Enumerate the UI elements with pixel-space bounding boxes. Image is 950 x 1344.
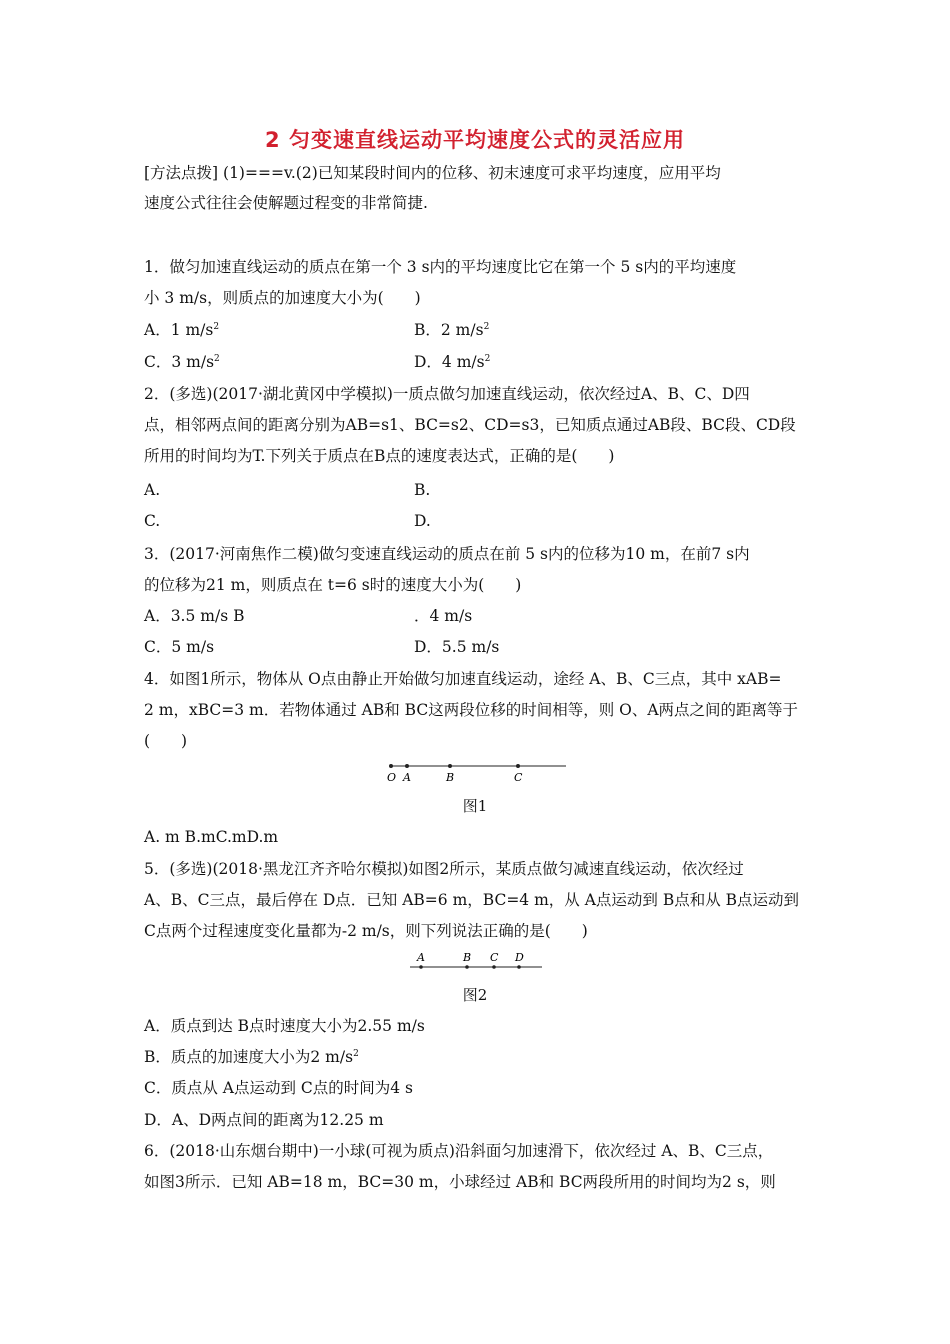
q5-option-c: C．质点从 A点运动到 C点的时间为4 s	[144, 1079, 414, 1097]
method-line-2: 速度公式往往会使解题过程变的非常简捷.	[144, 194, 428, 212]
figure-1-point-c	[516, 764, 520, 768]
q3-option-c: C．5 m/s	[144, 638, 215, 656]
figure-1-point-o	[389, 764, 393, 768]
q4-options: A. m B.mC.mD.m	[144, 828, 279, 846]
figure-2-point-d	[517, 965, 521, 969]
figure-1-point-b	[448, 764, 452, 768]
figure-1-label-b: B	[446, 771, 455, 784]
figure-1-point-a	[405, 764, 409, 768]
figure-2-caption: 图2	[462, 986, 488, 1004]
figure-2	[408, 950, 548, 974]
q5-option-b: B．质点的加速度大小为2 $m/s^2$	[144, 1048, 359, 1066]
q2-option-a: A.	[144, 481, 161, 499]
figure-2-label-d: D	[515, 951, 524, 964]
q2-line-3: 所用的时间均为T.下列关于质点在B点的速度表达式，正确的是( )	[144, 447, 615, 465]
q5-option-a: A．质点到达 B点时速度大小为2.55 m/s	[144, 1017, 425, 1035]
figure-1	[380, 758, 570, 784]
figure-2-point-b	[465, 965, 469, 969]
figure-2-point-c	[492, 965, 496, 969]
q4-line-3: ( )	[144, 732, 188, 750]
q2-option-c: C.	[144, 512, 161, 530]
q4-line-2: 2 m，xBC=3 m．若物体通过 AB和 BC这两段位移的时间相等，则 O、A两点之间的距离等于	[144, 701, 799, 719]
page-title: 2 匀变速直线运动平均速度公式的灵活应用	[265, 128, 685, 152]
q3-option-a: A．3.5 m/s B	[144, 607, 245, 625]
q5-line-1: 5．(多选)(2018·黑龙江齐齐哈尔模拟)如图2所示，某质点做匀减速直线运动，依次经过	[144, 860, 744, 878]
q2-option-b: B.	[414, 481, 431, 499]
method-line-1: [方法点拨] (1)===v.(2)已知某段时间内的位移、初末速度可求平均速度，应用平均	[144, 164, 721, 182]
q1-option-a: A．1 $m/s^2$	[144, 321, 220, 339]
q6-line-2: 如图3所示．已知 AB=18 m，BC=30 m，小球经过 AB和 BC两段所用的时间均为2 s，则	[144, 1173, 776, 1191]
q5-line-3: C点两个过程速度变化量都为-2 m/s，则下列说法正确的是( )	[144, 922, 588, 940]
q1-option-c: C．3 $m/s^2$	[144, 353, 220, 371]
q1-option-b: B．2 $m/s^2$	[414, 321, 490, 339]
q1-option-d: D．4 $m/s^2$	[414, 353, 491, 371]
q1-line-1: 1．做匀加速直线运动的质点在第一个 3 s内的平均速度比它在第一个 5 s内的平均速度	[144, 258, 737, 276]
q4-line-1: 4．如图1所示，物体从 O点由静止开始做匀加速直线运动，途经 A、B、C三点，其中 xAB=	[144, 670, 782, 688]
q2-line-1: 2．(多选)(2017·湖北黄冈中学模拟)一质点做匀加速直线运动，依次经过A、B、C、D四	[144, 385, 750, 403]
figure-2-label-b: B	[463, 951, 472, 964]
q3-option-d: D．5.5 m/s	[414, 638, 500, 656]
q2-option-d: D.	[414, 512, 431, 530]
figure-1-label-o: O	[387, 771, 397, 784]
q6-line-1: 6．(2018·山东烟台期中)一小球(可视为质点)沿斜面匀加速滑下，依次经过 A、B、C三点，	[144, 1142, 774, 1160]
figure-1-caption: 图1	[462, 797, 488, 815]
q3-line-2: 的位移为21 m，则质点在 t=6 s时的速度大小为( )	[144, 576, 522, 594]
q5-option-d: D．A、D两点间的距离为12.25 m	[144, 1111, 384, 1129]
q3-option-b: ．4 m/s	[414, 607, 473, 625]
q1-line-2: 小 3 m/s，则质点的加速度大小为( )	[144, 289, 421, 307]
figure-1-label-a: A	[403, 771, 411, 784]
figure-2-point-a	[419, 965, 423, 969]
figure-2-label-a: A	[417, 951, 425, 964]
q5-line-2: A、B、C三点，最后停在 D点．已知 AB=6 m，BC=4 m，从 A点运动到 B点和从 B点运动到	[144, 891, 800, 909]
q3-line-1: 3．(2017·河南焦作二模)做匀变速直线运动的质点在前 5 s内的位移为10 m，在前7 s内	[144, 545, 750, 563]
figure-2-label-c: C	[490, 951, 499, 964]
figure-1-label-c: C	[514, 771, 523, 784]
q2-line-2: 点，相邻两点间的距离分别为AB=s1、BC=s2、CD=s3，已知质点通过AB段、BC段、CD段	[144, 416, 796, 434]
